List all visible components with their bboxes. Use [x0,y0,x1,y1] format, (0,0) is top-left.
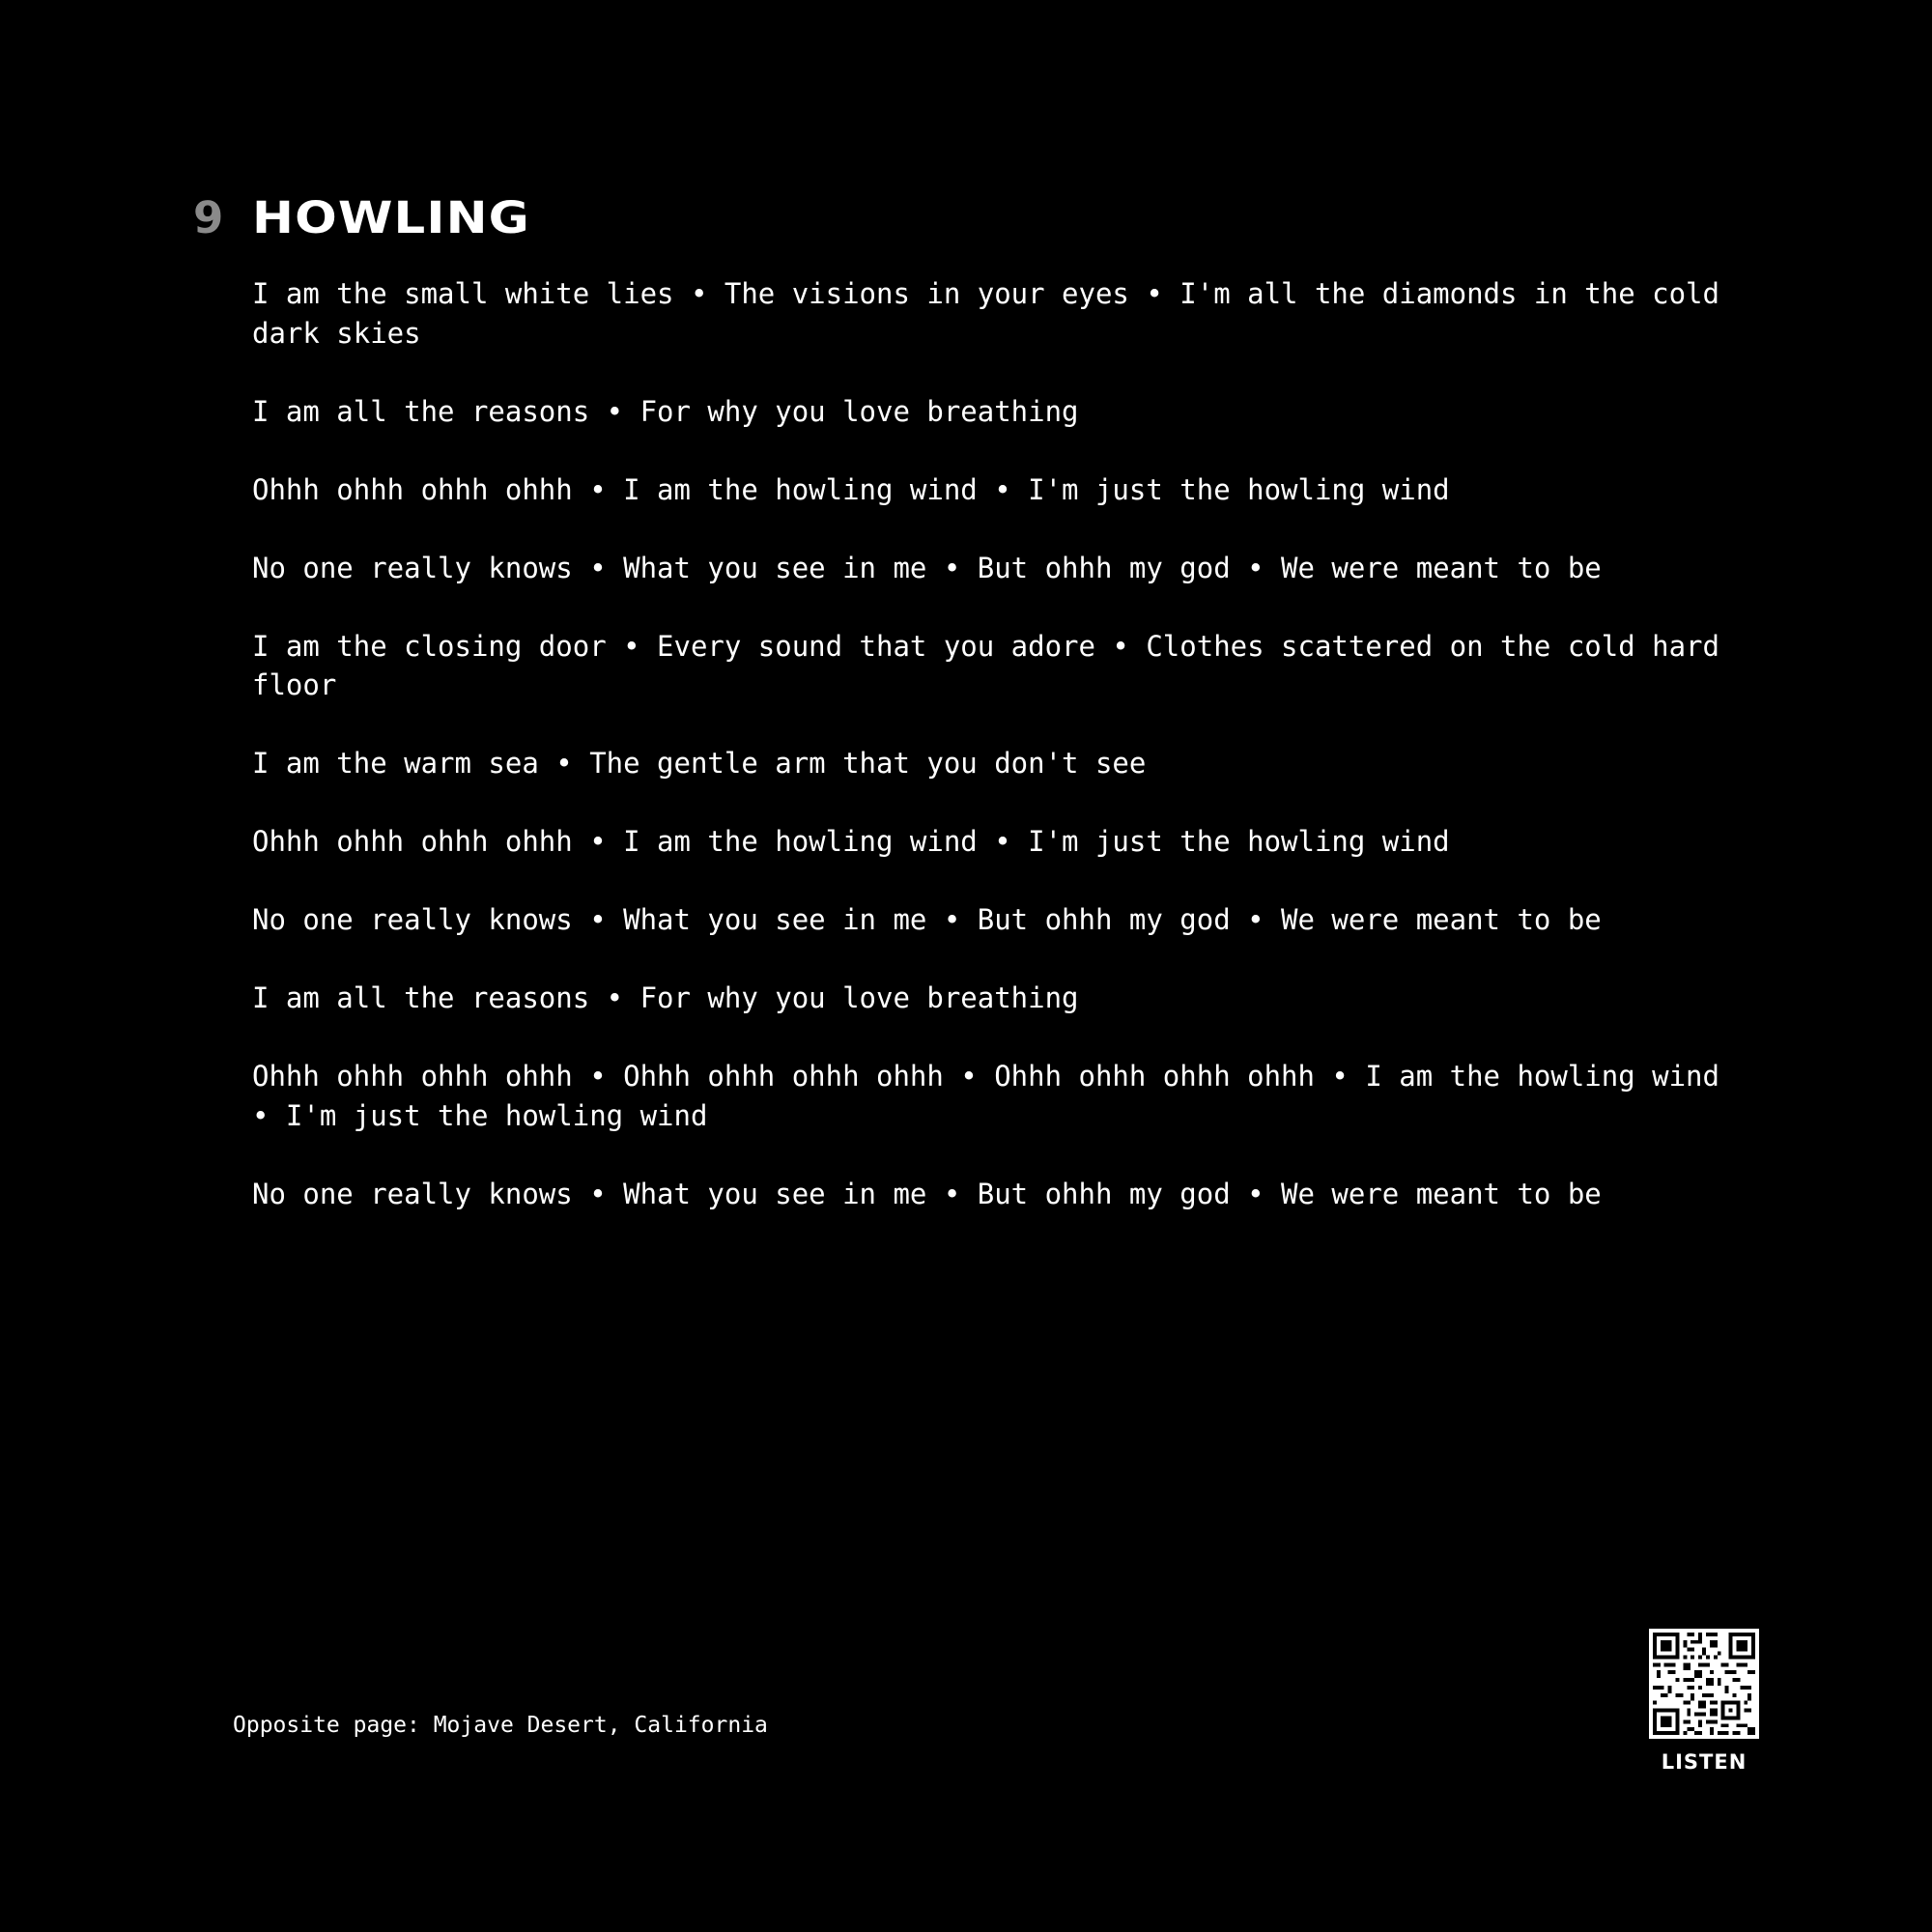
lyrics-block [252,274,1740,1253]
listen-label[interactable]: LISTEN [1661,1750,1747,1774]
qr-code-icon[interactable] [1649,1629,1759,1739]
listen-qr-link[interactable] [1649,1629,1759,1774]
lyric-stanza: No one really knows • What you see in me • But ohhh my god • We were meant to be [252,903,1602,936]
lyric-stanza: I am the small white lies • The visions in your eyes • I'm all the diamonds in the cold dark skies [252,277,1719,350]
track-title: HOWLING [252,191,530,243]
lyric-stanza: Ohhh ohhh ohhh ohhh • I am the howling wind • I'm just the howling wind [252,472,1450,506]
lyric-stanza: Ohhh ohhh ohhh ohhh • I am the howling wind • I'm just the howling wind [252,825,1450,858]
photo-caption: Opposite page: Mojave Desert, California [233,1713,768,1738]
lyric-stanza: I am the warm sea • The gentle arm that you don't see [252,747,1147,780]
lyric-stanza: I am all the reasons • For why you love breathing [252,394,1079,428]
lyric-stanza: I am all the reasons • For why you love breathing [252,981,1079,1014]
track-heading [193,188,530,246]
lyric-stanza: No one really knows • What you see in me • But ohhh my god • We were meant to be [252,551,1602,584]
lyric-stanza: I am the closing door • Every sound that you adore • Clothes scattered on the cold hard floor [252,629,1719,701]
track-number: 9 [193,191,225,243]
lyric-stanza: No one really knows • What you see in me • But ohhh my god • We were meant to be [252,1177,1602,1210]
lyric-stanza: Ohhh ohhh ohhh ohhh • Ohhh ohhh ohhh ohhh • Ohhh ohhh ohhh ohhh • I am the howling wind • I'm just the howling wind [252,1060,1719,1132]
